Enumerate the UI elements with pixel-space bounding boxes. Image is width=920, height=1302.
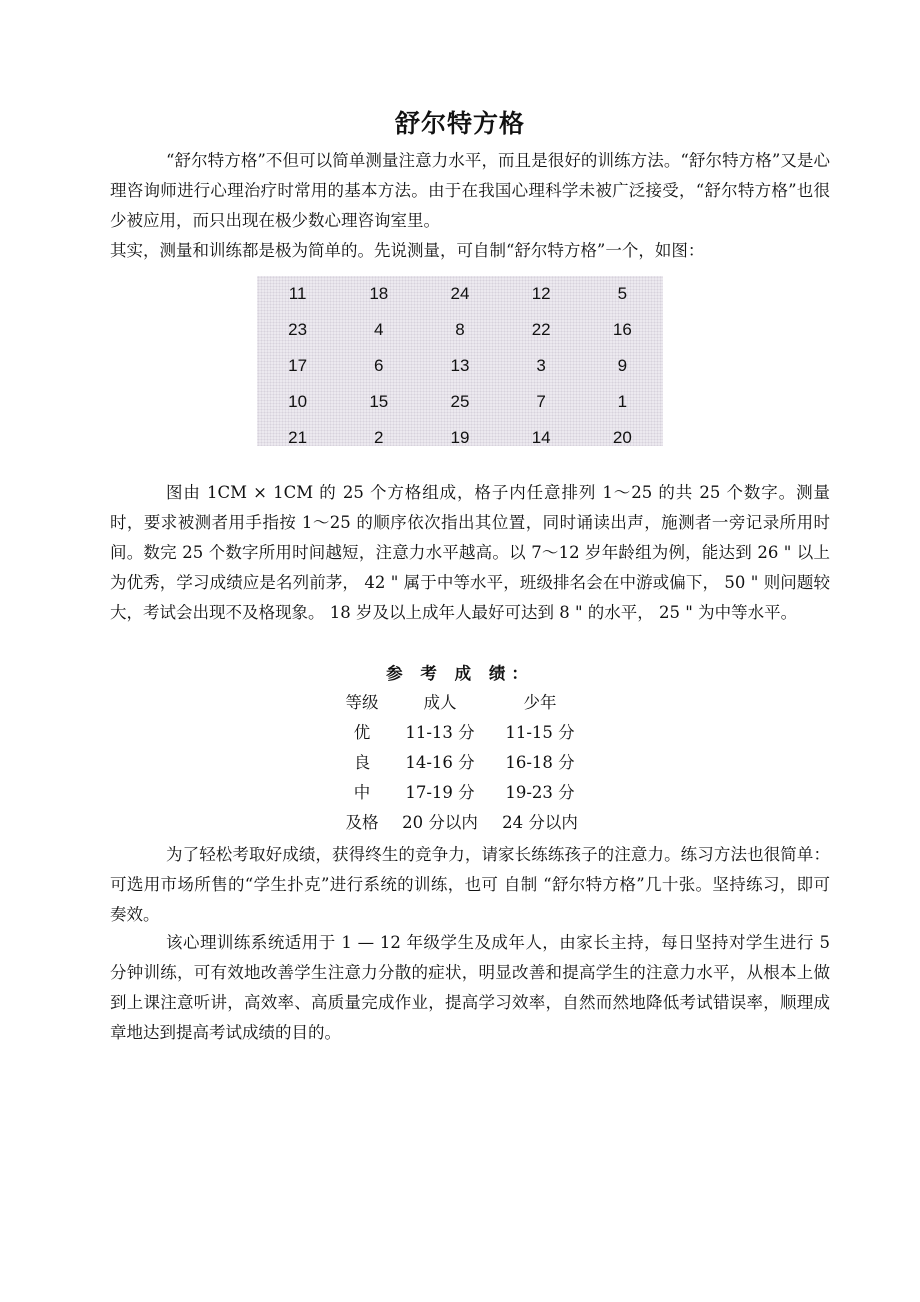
- grid-cell: 11: [288, 284, 307, 303]
- grid-cell: 12: [531, 284, 551, 303]
- grid-cell: 22: [531, 320, 551, 339]
- description-paragraph: 图由 1CM × 1CM 的 25 个方格组成，格子内任意排列 1～25 的共 25 个数字。测量时，要求被测者用手指按 1～25 的顺序依次指出其位置，同时诵读出声，施测者一旁记录所用时间。数完 25 个数字所用时间越短，注意力水平越高。以 7～12 岁年龄组为例，能达到 26 " 以上为优秀，学习成绩应是名列前茅， 42 " 属于中等水平，班级排名会在中游或偏下， 50 " 则问题较大，考试会出现不及格现象。 18 岁及以上成年人最好可达到 8 " 的水平， 25 " 为中等水平。: [110, 483, 830, 622]
- grid-cell: 3: [536, 356, 546, 375]
- grid-cell: 8: [455, 320, 465, 339]
- score-youth: 11-15 分: [505, 723, 575, 742]
- grid-cell: 13: [450, 356, 470, 375]
- intro-paragraph: “舒尔特方格”不但可以简单测量注意力水平，而且是很好的训练方法。“舒尔特方格”又是心理咨询师进行心理治疗时常用的基本方法。由于在我国心理科学未被广泛接受，“舒尔特方格”也很少被应用，而只出现在极少数心理咨询室里。: [110, 151, 830, 230]
- reference-score-table: [334, 686, 594, 836]
- header-level: 等级: [345, 693, 379, 712]
- grid-row: [257, 420, 663, 456]
- grid-cell: 2: [374, 428, 384, 447]
- header-adult: 成人: [423, 693, 457, 712]
- grid-cell: 7: [536, 392, 546, 411]
- grid-cell: 10: [288, 392, 308, 411]
- intro-paragraph-2: 其实，测量和训练都是极为简单的。先说测量，可自制“舒尔特方格”一个，如图：: [110, 241, 705, 260]
- grid-cell: 17: [288, 356, 308, 375]
- score-youth: 16-18 分: [505, 753, 575, 772]
- grid-cell: 5: [617, 284, 628, 303]
- grid-cell: 18: [369, 284, 389, 303]
- score-level: 良: [353, 753, 371, 772]
- grid-cell: 6: [374, 356, 384, 375]
- grid-row: [257, 384, 663, 420]
- grid-row: [257, 348, 663, 384]
- score-youth: 24 分以内: [502, 813, 578, 832]
- score-adult: 20 分以内: [402, 813, 478, 832]
- practice-paragraph: 为了轻松考取好成绩，获得终生的竞争力，请家长练练孩子的注意力。练习方法也很简单： 可选用市场所售的“学生扑克”进行系统的训练，也可 自制 “舒尔特方格”几十张。坚持练习，即可奏效。: [110, 845, 830, 924]
- score-youth: 19-23 分: [505, 783, 575, 802]
- grid-row: [257, 312, 663, 348]
- grid-cell: 4: [374, 320, 384, 339]
- score-adult: 14-16 分: [405, 753, 475, 772]
- grid-cell: 20: [612, 428, 632, 447]
- score-adult: 11-13 分: [405, 723, 475, 742]
- grid-cell: 14: [531, 428, 551, 447]
- document-title: 舒尔特方格: [394, 109, 525, 138]
- schulte-grid: [257, 276, 663, 446]
- header-youth: 少年: [523, 693, 557, 712]
- grid-cell: 16: [612, 320, 632, 339]
- score-level: 及格: [345, 813, 379, 832]
- grid-cell: 24: [450, 284, 470, 303]
- score-row: [334, 806, 590, 836]
- score-row: [334, 716, 590, 746]
- score-header-row: [334, 686, 590, 716]
- grid-cell: 9: [617, 356, 628, 375]
- score-adult: 17-19 分: [405, 783, 475, 802]
- score-level: 优: [353, 723, 371, 742]
- grid-cell: 25: [450, 392, 470, 411]
- system-paragraph: 该心理训练系统适用于 1 — 12 年级学生及成年人，由家长主持，每日坚持对学生进行 5 分钟训练，可有效地改善学生注意力分散的症状，明显改善和提高学生的注意力水平，从根本上做到上课注意听讲，高效率、高质量完成作业，提高学习效率，自然而然地降低考试错误率，顺理成章地达到提高考试成绩的目的。: [110, 933, 830, 1042]
- grid-cell: 23: [288, 320, 308, 339]
- grid-cell: 19: [450, 428, 470, 447]
- reference-title: 参 考 成 绩：: [386, 664, 534, 683]
- score-row: [334, 776, 590, 806]
- score-level: 中: [353, 783, 371, 802]
- grid-row: [257, 276, 663, 312]
- score-row: [334, 746, 590, 776]
- grid-cell: 1: [617, 392, 628, 411]
- grid-cell: 21: [288, 428, 308, 447]
- grid-cell: 15: [369, 392, 389, 411]
